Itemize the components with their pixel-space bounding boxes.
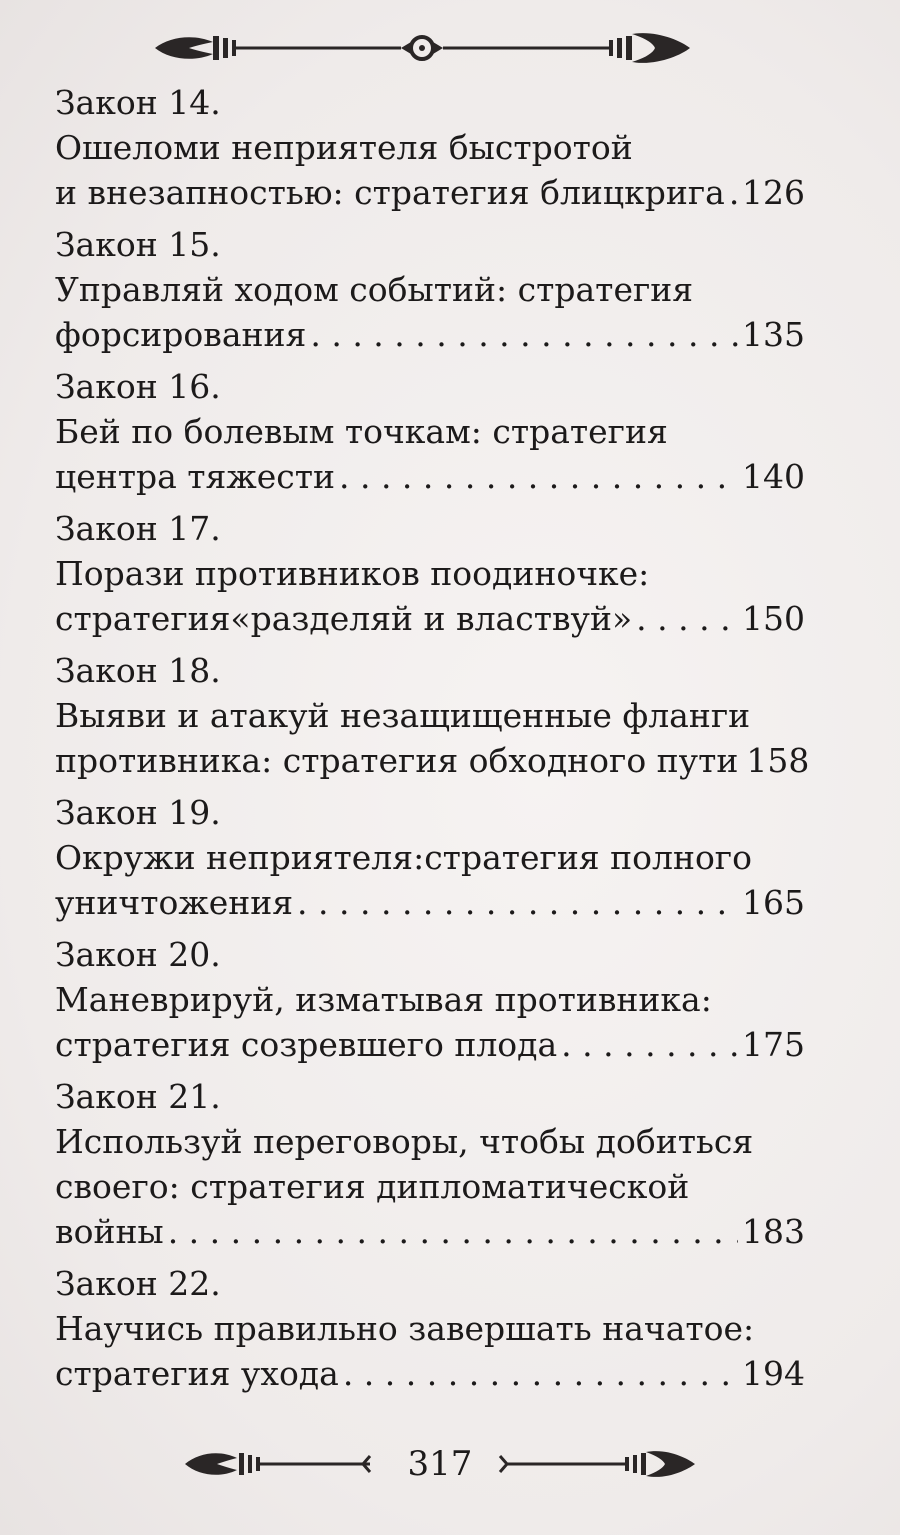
toc-entry <box>55 364 805 499</box>
toc-entry <box>55 506 805 641</box>
toc-entry-title-line: Окружи неприятеля:стратегия полного <box>55 838 752 877</box>
toc-entry-title-line: Бей по болевым точкам: стратегия <box>55 412 668 451</box>
toc-entry-page-number: 140 <box>742 457 805 496</box>
toc-entry-law: Закон 22. <box>55 1264 221 1303</box>
toc-entry-page-number: 158 <box>746 741 810 780</box>
toc-entry-law: Закон 17. <box>55 509 221 548</box>
dot-leader <box>561 1022 738 1067</box>
toc-entry-title-line: Маневрируй, изматывая противника: <box>55 980 712 1019</box>
toc-entry-leader-line <box>55 454 805 499</box>
toc-entry-title-line: Порази противников поодиночке: <box>55 554 650 593</box>
ornament-divider-icon <box>155 28 690 76</box>
toc-entry <box>55 1261 805 1396</box>
toc-entry-page-number: 126 <box>742 173 805 212</box>
dot-leader <box>310 312 738 357</box>
toc-entry-page-number: 183 <box>742 1212 805 1251</box>
toc-entry-page-number: 135 <box>742 315 805 354</box>
toc-entry-title-line: противника: стратегия обходного пути <box>55 741 739 780</box>
toc-entry-title-line: войны <box>55 1212 164 1251</box>
dot-leader <box>729 170 738 215</box>
page-number: 317 <box>407 1444 473 1484</box>
toc-entry-law: Закон 20. <box>55 935 221 974</box>
toc-entry-law: Закон 18. <box>55 651 221 690</box>
toc-entry-law: Закон 14. <box>55 83 221 122</box>
toc-entry-title-line: своего: стратегия дипломатической <box>55 1167 690 1206</box>
table-of-contents <box>55 80 810 1403</box>
dot-leader <box>343 1351 738 1396</box>
ornament-arrow-right-icon <box>495 1446 695 1482</box>
toc-entry-title-line: уничтожения <box>55 883 294 922</box>
toc-entry-page-number: 175 <box>742 1025 805 1064</box>
toc-entry <box>55 80 805 215</box>
toc-entry-law: Закон 15. <box>55 225 221 264</box>
toc-entry-title-line: Научись правильно завершать начатое: <box>55 1309 755 1348</box>
toc-entry-leader-line <box>55 596 805 641</box>
toc-entry <box>55 790 805 925</box>
toc-entry-page-number: 150 <box>742 599 805 638</box>
toc-entry <box>55 222 805 357</box>
dot-leader <box>339 454 738 499</box>
toc-entry-leader-line <box>55 880 805 925</box>
page-footer <box>185 1438 695 1498</box>
toc-entry-law: Закон 16. <box>55 367 221 406</box>
toc-entry-page-number: 194 <box>742 1354 805 1393</box>
toc-entry-title-line: форсирования <box>55 315 307 354</box>
toc-entry-leader-line <box>55 1209 805 1254</box>
toc-entry-law: Закон 21. <box>55 1077 221 1116</box>
toc-entry-title-line: Ошеломи неприятеля быстротой <box>55 128 633 167</box>
toc-entry-title-line: стратегия созревшего плода <box>55 1025 558 1064</box>
dot-leader <box>636 596 738 641</box>
toc-entry-leader-line <box>55 312 805 357</box>
dot-leader <box>168 1209 738 1254</box>
toc-entry-leader-line <box>55 738 810 783</box>
toc-entry-leader-line <box>55 1022 805 1067</box>
toc-entry-title-line: Выяви и атакуй незащищенные фланги <box>55 696 751 735</box>
toc-entry-title-line: центра тяжести <box>55 457 335 496</box>
toc-entry-page-number: 165 <box>742 883 805 922</box>
toc-entry-title-line: стратегия«разделяй и властвуй» <box>55 599 633 638</box>
toc-entry <box>55 1074 805 1254</box>
dot-leader <box>297 880 738 925</box>
toc-entry <box>55 932 805 1067</box>
toc-entry-law: Закон 19. <box>55 793 221 832</box>
toc-entry-title-line: стратегия ухода <box>55 1354 339 1393</box>
toc-entry-title-line: Управляй ходом событий: стратегия <box>55 270 694 309</box>
toc-entry <box>55 648 810 783</box>
toc-entry-leader-line <box>55 170 805 215</box>
toc-entry-title-line: Используй переговоры, чтобы добиться <box>55 1122 754 1161</box>
toc-entry-leader-line <box>55 1351 805 1396</box>
toc-entry-title-line: и внезапностью: стратегия блицкрига <box>55 173 725 212</box>
